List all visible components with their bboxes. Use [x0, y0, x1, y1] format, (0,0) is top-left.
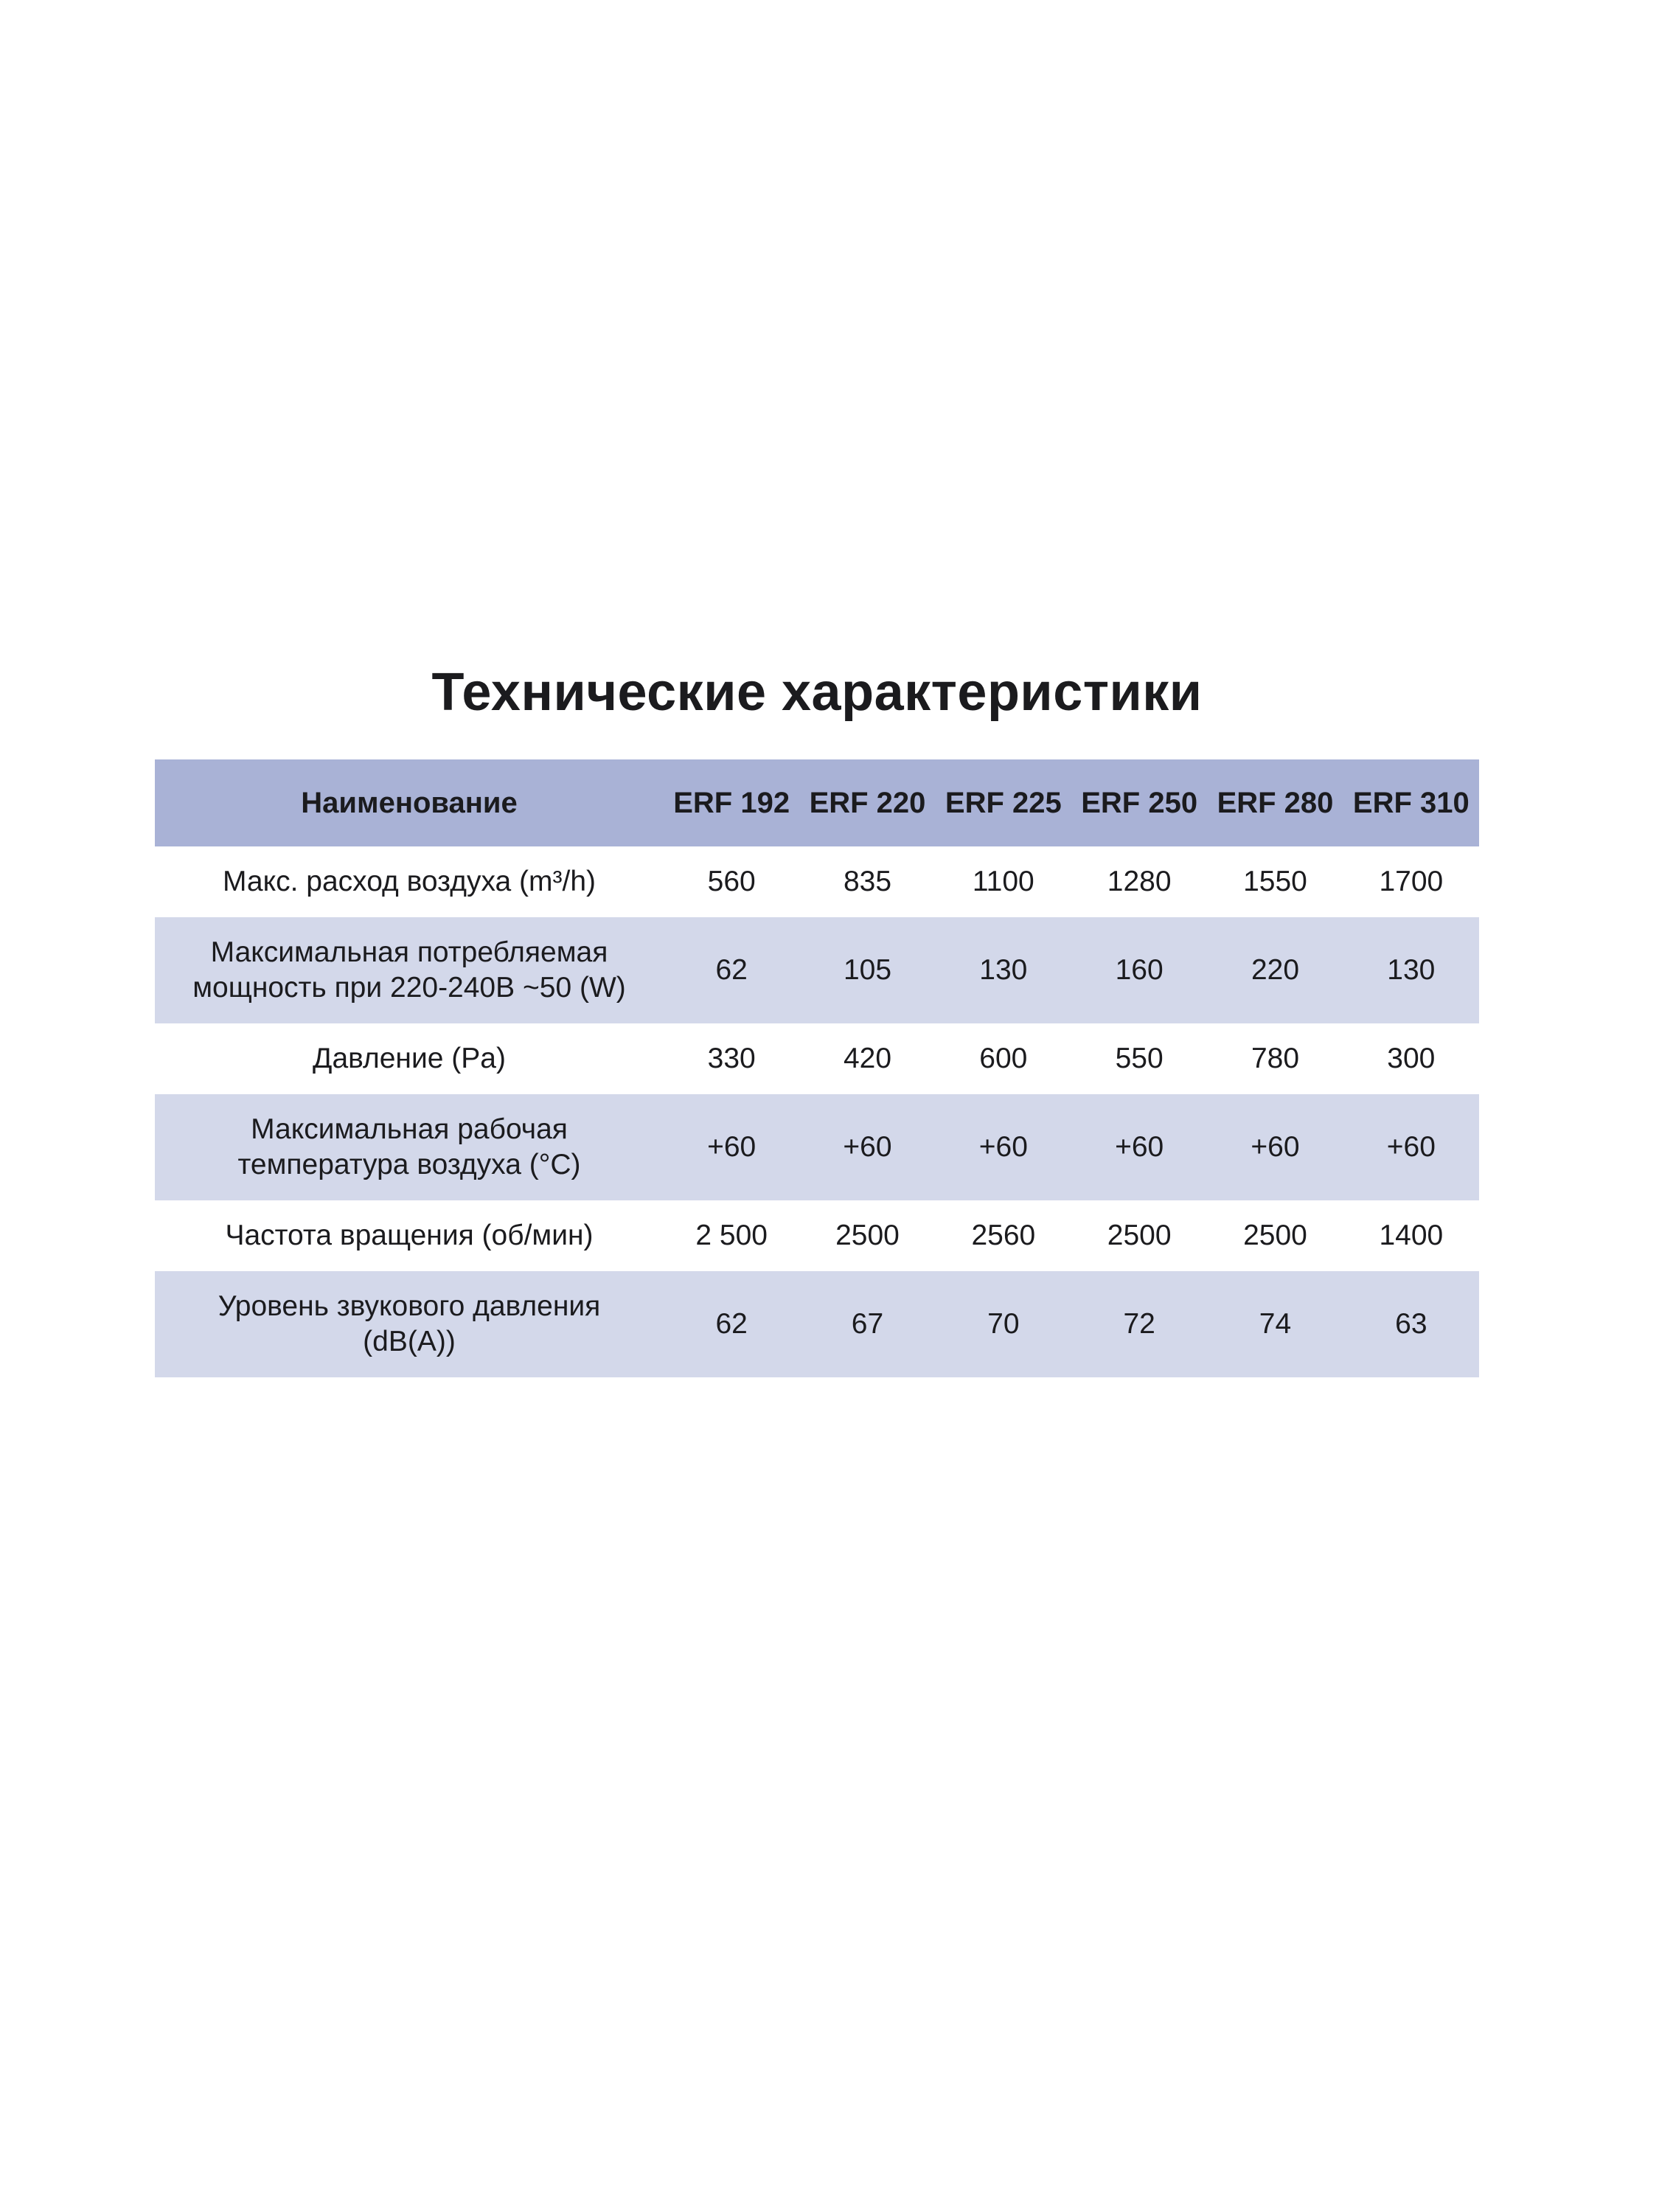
header-cell-erf-280: ERF 280 [1217, 786, 1334, 819]
value-cell: 600 [979, 1043, 1028, 1075]
table-row-pressure [155, 1023, 1479, 1094]
value-cell: 2500 [1107, 1220, 1172, 1252]
header-cell-name: Наименование [301, 786, 518, 819]
value-cell: 1100 [972, 866, 1034, 898]
value-cell: 63 [1395, 1308, 1427, 1340]
value-cell: 70 [987, 1308, 1020, 1340]
page-title: Технические характеристики [431, 663, 1203, 722]
spec-table [155, 759, 1479, 1377]
table-row-airflow [155, 846, 1479, 917]
value-cell: 420 [843, 1043, 892, 1075]
table-row-max-temp [155, 1094, 1479, 1200]
value-cell: +60 [978, 1131, 1028, 1164]
value-cell: 67 [851, 1308, 884, 1340]
value-cell: +60 [1386, 1131, 1436, 1164]
value-cell: 72 [1123, 1308, 1155, 1340]
value-cell: 1280 [1107, 866, 1172, 898]
value-cell: 300 [1387, 1043, 1436, 1075]
value-cell: 1550 [1243, 866, 1307, 898]
value-cell: 835 [843, 866, 892, 898]
value-cell: 2500 [835, 1220, 900, 1252]
value-cell: 2 500 [695, 1220, 768, 1252]
value-cell: 330 [707, 1043, 756, 1075]
value-cell: 105 [843, 954, 892, 987]
header-cell-erf-250: ERF 250 [1081, 786, 1198, 819]
table-row-power [155, 917, 1479, 1023]
row-label: Уровень звукового давления (dB(A)) [218, 1290, 601, 1357]
table-header-row [155, 759, 1479, 846]
value-cell: +60 [843, 1131, 892, 1164]
header-cell-erf-192: ERF 192 [673, 786, 790, 819]
row-label: Частота вращения (об/мин) [225, 1220, 594, 1252]
value-cell: 2560 [971, 1220, 1036, 1252]
value-cell: +60 [1251, 1131, 1300, 1164]
value-cell: 62 [715, 954, 748, 987]
value-cell: 2500 [1243, 1220, 1307, 1252]
value-cell: +60 [1115, 1131, 1164, 1164]
value-cell: 74 [1259, 1308, 1292, 1340]
value-cell: 130 [979, 954, 1028, 987]
value-cell: 130 [1387, 954, 1436, 987]
header-cell-erf-225: ERF 225 [945, 786, 1062, 819]
value-cell: 62 [715, 1308, 748, 1340]
row-label: Максимальная потребляемая мощность при 220-240В ~50 (W) [192, 936, 626, 1004]
value-cell: 1400 [1379, 1220, 1444, 1252]
value-cell: 550 [1115, 1043, 1164, 1075]
value-cell: 560 [707, 866, 756, 898]
value-cell: 780 [1251, 1043, 1300, 1075]
value-cell: 220 [1251, 954, 1300, 987]
value-cell: 1700 [1379, 866, 1444, 898]
header-cell-erf-310: ERF 310 [1352, 786, 1470, 819]
row-label: Максимальная рабочая температура воздуха (°C) [237, 1113, 581, 1180]
table-row-noise [155, 1271, 1479, 1377]
header-cell-erf-220: ERF 220 [809, 786, 926, 819]
row-label: Макс. расход воздуха (m³/h) [222, 866, 597, 898]
table-row-rpm [155, 1200, 1479, 1271]
value-cell: 160 [1115, 954, 1164, 987]
row-label: Давление (Pa) [313, 1043, 506, 1075]
value-cell: +60 [707, 1131, 757, 1164]
